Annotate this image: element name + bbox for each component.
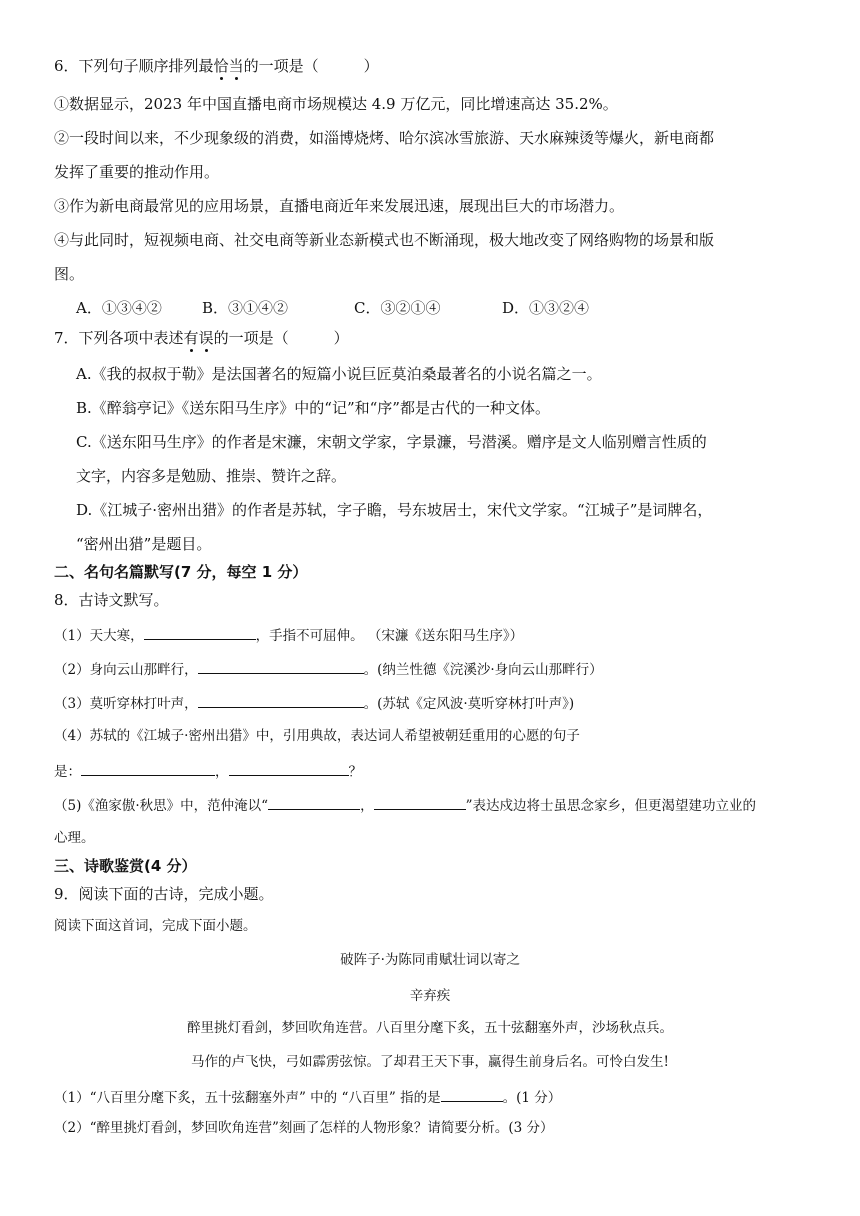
poem-author: 辛弃疾	[409, 988, 451, 1004]
q6-options	[76, 298, 589, 318]
q6-stem: 6．下列句子顺序排列最恰当的一项是（ ）	[54, 57, 379, 75]
answer-blank[interactable]	[229, 760, 349, 776]
q8-item-2: （2）身向云山那畔行， 。(纳兰性德《浣溪沙·身向云山那畔行）	[54, 658, 603, 680]
q7-stem: 7．下列各项中表述有误的一项是（ ）	[54, 329, 349, 347]
q7-option-d-line1: D.《江城子·密州出猎》的作者是苏轼，字子瞻，号东坡居士，宋代文学家。“江城子”是词牌名，	[76, 501, 713, 519]
q8-item-1: （1）天大寒， ，手指不可屈伸。 （宋濂《送东阳马生序》）	[54, 624, 523, 646]
answer-blank[interactable]	[198, 692, 364, 708]
q6-sentence-4b: 图。	[54, 265, 85, 283]
emphasis-char: 当	[228, 57, 244, 75]
q8-item-5: （5)《渔家傲·秋思》中，范仲淹以“ ， ”表达戍边将士虽思念家乡，但更渴望建功立业的	[54, 794, 756, 816]
poem-line-2: 马作的卢飞快，弓如霹雳弦惊。了却君王天下事，赢得生前身后名。可怜白发生!	[191, 1054, 669, 1070]
emphasis-char: 恰	[213, 57, 229, 75]
answer-blank[interactable]	[268, 794, 360, 810]
answer-blank[interactable]	[441, 1086, 503, 1102]
poem-line-1: 醉里挑灯看剑，梦回吹角连营。八百里分麾下炙，五十弦翻塞外声，沙场秋点兵。	[187, 1020, 673, 1036]
q7-option-c-line1: C.《送东阳马生序》的作者是宋濂，宋朝文学家，字景濂，号潜溪。赠序是文人临别赠言性质的	[76, 433, 707, 451]
q7-emphasis	[184, 329, 214, 347]
emphasis-char: 误	[198, 329, 214, 347]
emphasis-char: 有	[183, 329, 199, 347]
q8-item-5-cont: 心理。	[54, 830, 95, 846]
q8-stem: 8．古诗文默写。	[54, 591, 169, 609]
section3-heading: 三、诗歌鉴赏(4 分）	[54, 857, 197, 875]
section2-heading: 二、名句名篇默写(7 分，每空 1 分）	[54, 563, 308, 581]
q9-sub-2: （2）“醉里挑灯看剑，梦回吹角连营”刻画了怎样的人物形象？请简要分析。(3 分）	[54, 1120, 554, 1136]
poem-title: 破阵子·为陈同甫赋壮词以寄之	[340, 952, 520, 968]
q7-option-c-line2: 文字，内容多是勉励、推崇、赞许之辞。	[76, 467, 347, 485]
q8-item-4-answers: 是： ， ？	[54, 760, 362, 782]
answer-blank[interactable]	[81, 760, 215, 776]
q9-sub-1: （1）“八百里分麾下炙，五十弦翻塞外声” 中的 “八百里” 指的是 。(1 分）	[54, 1086, 561, 1108]
q6-emphasis	[214, 57, 244, 75]
q8-item-4: （4）苏轼的《江城子·密州出猎》中，引用典故，表达词人希望被朝廷重用的心愿的句子	[54, 728, 580, 744]
q7-option-a: A.《我的叔叔于勒》是法国著名的短篇小说巨匠莫泊桑最著名的小说名篇之一。	[76, 365, 602, 383]
answer-blank[interactable]	[144, 624, 256, 640]
q6-option-c: C．③②①④	[354, 299, 441, 317]
q8-item-3: （3）莫听穿林打叶声， 。(苏轼《定风波·莫听穿林打叶声》)	[54, 692, 574, 714]
q9-stem: 9．阅读下面的古诗，完成小题。	[54, 885, 274, 903]
q7-option-b: B.《醉翁亭记》《送东阳马生序》中的“记”和“序”都是古代的一种文体。	[76, 399, 550, 417]
q6-sentence-3: ③作为新电商最常见的应用场景，直播电商近年来发展迅速，展现出巨大的市场潜力。	[54, 197, 625, 215]
q6-sentence-4a: ④与此同时，短视频电商、社交电商等新业态新模式也不断涌现，极大地改变了网络购物的场景和版	[54, 231, 715, 249]
q6-option-a: A．①③④②	[76, 299, 162, 317]
q6-sentence-2b: 发挥了重要的推动作用。	[54, 163, 220, 181]
q6-option-d: D．①③②④	[502, 299, 590, 317]
q6-option-b: B．③①④②	[202, 299, 289, 317]
q6-sentence-1: ①数据显示，2023 年中国直播电商市场规模达 4.9 万亿元，同比增速高达 35.2%。	[54, 95, 618, 113]
answer-blank[interactable]	[198, 658, 364, 674]
q6-sentence-2a: ②一段时间以来，不少现象级的消费，如淄博烧烤、哈尔滨冰雪旅游、天水麻辣烫等爆火，新电商都	[54, 129, 715, 147]
answer-blank[interactable]	[374, 794, 466, 810]
q7-option-d-line2: “密州出猎”是题目。	[76, 535, 212, 553]
q9-intro: 阅读下面这首词，完成下面小题。	[54, 918, 257, 934]
